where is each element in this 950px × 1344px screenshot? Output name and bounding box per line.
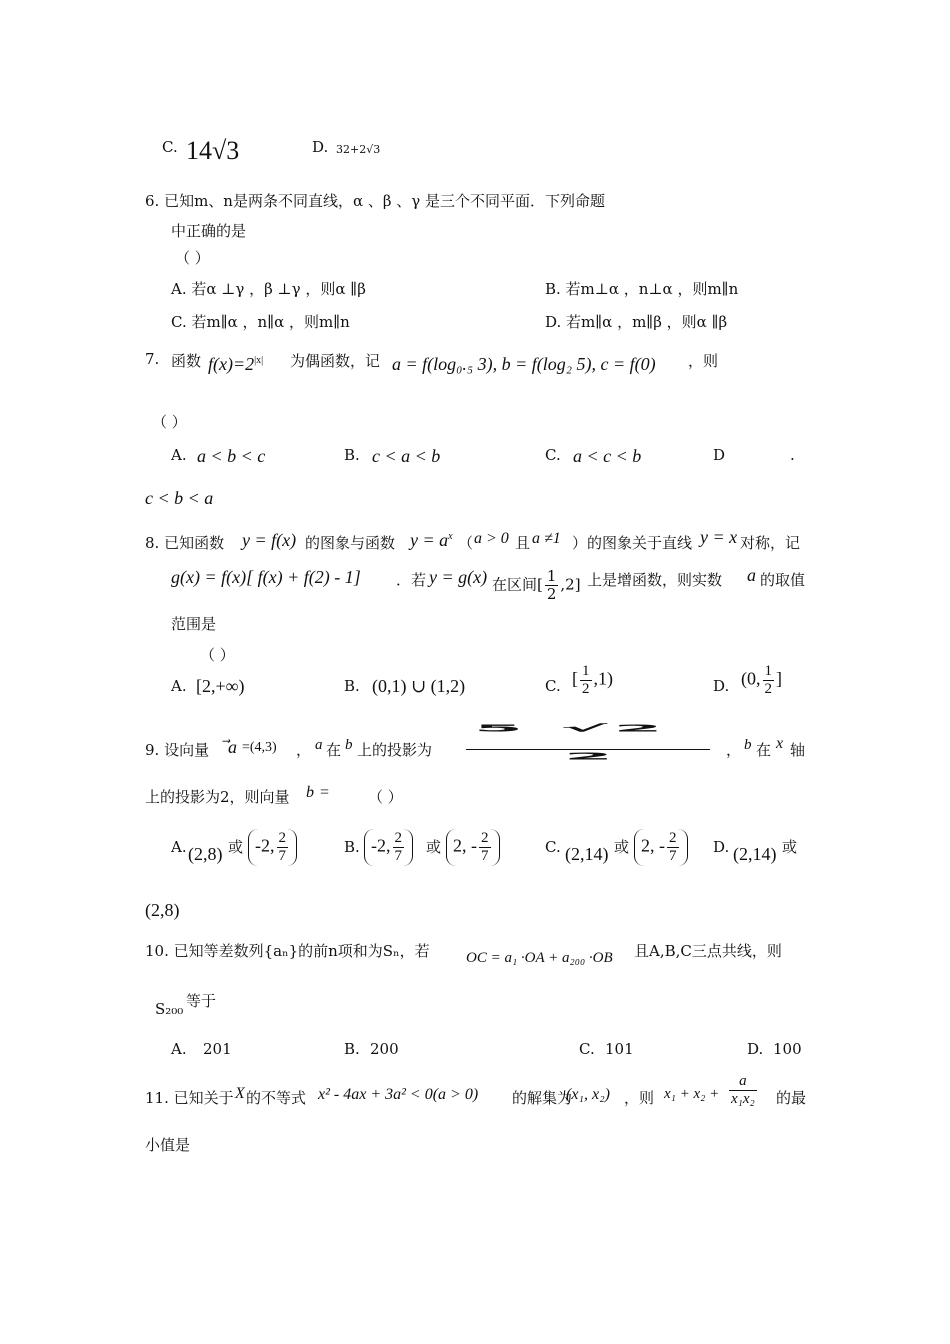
q8-option-c-numerator: 1 [582,663,590,679]
q6-option-d: D. 若m∥α ，m∥β ，则α ∥β [545,313,728,331]
q8-line1-e: ）的图象关于直线 [572,534,693,552]
q5-option-c-label: C. [162,138,178,156]
q9-option-d-label: D. [713,838,730,856]
q8-line1-d: 且 [515,534,531,552]
q9-vector-a-2: a [315,737,323,753]
q9-option-b-v2 [446,829,500,866]
q8-option-c-value [572,664,613,697]
q8-blank: （ ） [200,646,235,664]
q7-definitions: a = f(log₀.₅ 3), b = f(log₂ 5), c = f(0) [392,354,656,374]
q11-fraction-numerator: a [729,1074,757,1091]
q5-option-c-value: 14√3 [186,136,240,165]
q7-blank: （ ） [152,413,187,431]
q8-option-c-fraction [580,664,592,697]
q9-distorted-denominator: 2 [564,750,620,763]
q9-vector-a-symbol: a [228,737,237,757]
q9-vector-a-value: =(4,3) [242,740,277,755]
q9-option-b-denominator-2: 7 [481,848,489,864]
q5-option-d-label: D. [312,138,329,156]
q8-exp-power: x [448,531,453,542]
q6-option-b: B. 若m⊥α ，n⊥α ，则m∥n [545,280,739,298]
q7-option-a-value: a < b < c [197,446,266,466]
q8-option-b-label: B. [344,677,360,695]
q11-fraction-body [729,1074,757,1107]
q11-text2: 的不等式 [246,1089,307,1107]
q8-interval [492,569,581,602]
q7-function-exponent: |x| [254,355,264,366]
q8-interval-open: 在区间[ [492,575,543,594]
q6-blank: （ ） [175,249,210,267]
q9-option-a-v2 [248,829,297,866]
q8-line2-a: ．若 [396,571,427,589]
q10-option-b-label: B. [344,1040,360,1058]
q10-option-b-value: 200 [370,1040,399,1058]
q8-option-b-value: (0,1) ∪ (1,2) [372,676,466,696]
q8-line1-ya [410,530,453,551]
q9-vector-b-3: b [306,784,314,801]
q9-option-a-or: 或 [228,838,244,856]
q8-line2-d: 上是增函数，则实数 [587,571,723,589]
q9-option-b-numerator-2: 2 [481,830,489,846]
q9-option-b-fraction-1 [393,831,405,864]
q9-line2-eq: = [320,784,330,801]
q6-stem-line1: 6. 已知m、n是两条不同直线，α 、β 、γ 是三个不同平面．下列命题 [145,192,606,210]
q10-option-c-value: 101 [605,1040,634,1058]
q10-text3: 等于 [186,992,217,1010]
q11-solution: (x₁, x₂) [566,1086,610,1103]
q8-line2-y: y = g(x) [429,567,488,587]
q11-inequality: x² - 4ax + 3a² < 0(a > 0) [318,1086,479,1103]
q7-option-c-value: a < c < b [573,446,642,466]
q9-text7: 轴 [790,741,806,759]
q8-line1-c: （ [458,534,474,552]
q11-text3: 的解集为 [512,1089,573,1107]
q9-distorted-fraction [466,722,710,770]
q8-option-d-close: ] [776,668,782,689]
q10-vector-equation: OC = a₁ ·OA + a₂₀₀ ·OB [466,950,613,966]
q9-vector-a [228,737,237,758]
q9-option-a-label: A. [171,838,187,856]
q8-line1-b: 的图象与函数 [305,534,396,552]
q8-option-c-denominator: 2 [582,681,590,697]
q9-option-b-denominator-1: 7 [394,848,402,864]
q7-option-d-dot: . [790,446,795,464]
q9-option-b-v1-pre: -2, [371,835,391,856]
q9-option-d-v1: (2,14) [733,844,777,864]
q7-option-b-label: B. [344,446,360,464]
q11-fraction [727,1074,759,1107]
q7-option-c-label: C. [545,446,561,464]
q10-option-a-value: 201 [203,1040,232,1058]
q8-option-c-close: ,1) [593,668,613,689]
q9-vector-b: b [345,737,353,753]
q10-option-d-value: 100 [773,1040,802,1058]
q9-option-a-v2-pre: -2, [255,835,275,856]
q9-option-a-denominator: 7 [278,848,286,864]
q9-text3: 在 [326,741,342,759]
q10-option-c-label: C. [579,1040,595,1058]
q9-option-b-v1 [364,829,413,866]
q9-option-b-numerator-1: 2 [394,830,402,846]
q8-option-c-label: C. [545,677,561,695]
q8-line1-cond: a > 0 [474,530,509,547]
q9-distorted-numerator: 5 √2 [474,722,670,735]
q10-option-a-label: A. [171,1040,187,1058]
q11-text5: 的最 [776,1089,807,1107]
q9-option-c-or: 或 [614,838,630,856]
q8-line1-cond2: a ≠1 [532,530,561,547]
q11-line2: 小值是 [145,1136,191,1154]
q8-line2-var: a [747,565,756,585]
q9-text5: ， [726,741,742,759]
q8-fraction-numerator: 1 [546,567,557,585]
q6-stem-line2: 中正确的是 [171,222,247,240]
q9-option-c-v1: (2,14) [565,844,609,864]
q8-line3: 范围是 [171,615,217,633]
q9-option-b-fraction-2 [479,831,491,864]
q9-option-d-v2: (2,8) [145,900,180,920]
q8-line2-e: 的取值 [760,571,806,589]
q9-option-c-denominator: 7 [669,848,677,864]
q7-text1: 函数 [171,352,202,370]
q9-option-c-fraction [667,831,679,864]
q8-option-d-fraction [763,664,775,697]
q9-option-b-or: 或 [426,838,442,856]
q10-s200: S₂₀₀ [155,1000,184,1018]
q9-text4: 上的投影为 [357,741,433,759]
q9-fraction-bar [466,749,710,750]
q10-text2: 且A,B,C三点共线，则 [634,942,782,960]
q11-text1: 11. 已知关于 [145,1089,234,1107]
q7-text2: 为偶函数，记 [290,352,381,370]
q7-function-base: f(x)=2 [208,354,255,374]
q5-option-d-value: 32+2√3 [336,143,381,156]
q6-option-a: A. 若α ⊥γ ，β ⊥γ ，则α ∥β [171,280,366,298]
q11-text4: ，则 [624,1089,655,1107]
q9-option-a-numerator: 2 [278,830,286,846]
q8-interval-fraction [545,569,559,602]
q9-option-c-v2-pre: 2, - [641,835,665,856]
q9-option-b-label: B. [344,838,360,856]
q8-option-d-value [741,664,782,697]
q9-vector-b-2: b [744,737,752,753]
q7-option-d-value: c < b < a [145,488,214,508]
q9-text2: ， [296,741,312,759]
q10-option-d-label: D. [747,1040,764,1058]
q9-option-c-label: C. [545,838,561,856]
q8-line1-y: y = f(x) [242,530,297,550]
q9-x-axis: x [776,735,784,752]
q9-option-c-v2 [634,829,688,866]
q9-option-a-v1: (2,8) [188,844,223,864]
q8-option-d-numerator: 1 [764,663,772,679]
q8-option-a-label: A. [171,677,187,695]
q9-text6: 在 [756,741,772,759]
q9-line2: 上的投影为2，则向量 [145,788,290,806]
q11-fraction-denominator: x₁x₂ [731,1091,755,1107]
q8-option-c-open: [ [572,668,578,689]
q7-number: 7. [145,350,160,368]
q9-option-d-or: 或 [782,838,798,856]
q8-interval-close: ,2] [560,575,581,594]
q8-line1-f: 对称，记 [740,534,801,552]
q8-line1-a: 8. 已知函数 [145,534,225,552]
q8-g-definition: g(x) = f(x)[ f(x) + f(2) - 1] [171,567,361,587]
q10-text1: 10. 已知等差数列{aₙ}的前n项和为Sₙ，若 [145,942,430,960]
q8-option-d-open: (0, [741,668,761,689]
q8-line1-yx: y = x [700,527,738,547]
q7-option-b-value: c < a < b [372,446,441,466]
q8-option-d-label: D. [713,677,730,695]
q8-exp-base: y = a [410,530,449,550]
q7-text3: ，则 [688,352,719,370]
q9-blank: （ ） [368,788,403,806]
q8-option-a-value: [2,+∞) [196,676,245,696]
q7-function [208,354,263,375]
q8-fraction-denominator: 2 [546,585,557,603]
q9-option-a-fraction [277,831,289,864]
q9-text1: 9. 设向量 [145,741,210,759]
q11-expression: x₁ + x₂ + [664,1086,720,1102]
q9-option-c-numerator: 2 [669,830,677,846]
q7-option-d-label: D [713,446,726,464]
q11-x: X [235,1085,245,1102]
q6-option-c: C. 若m∥α ，n∥α ，则m∥n [171,313,350,331]
q7-option-a-label: A. [171,446,187,464]
q8-option-d-denominator: 2 [764,681,772,697]
q9-option-b-v2-pre: 2, - [453,835,477,856]
